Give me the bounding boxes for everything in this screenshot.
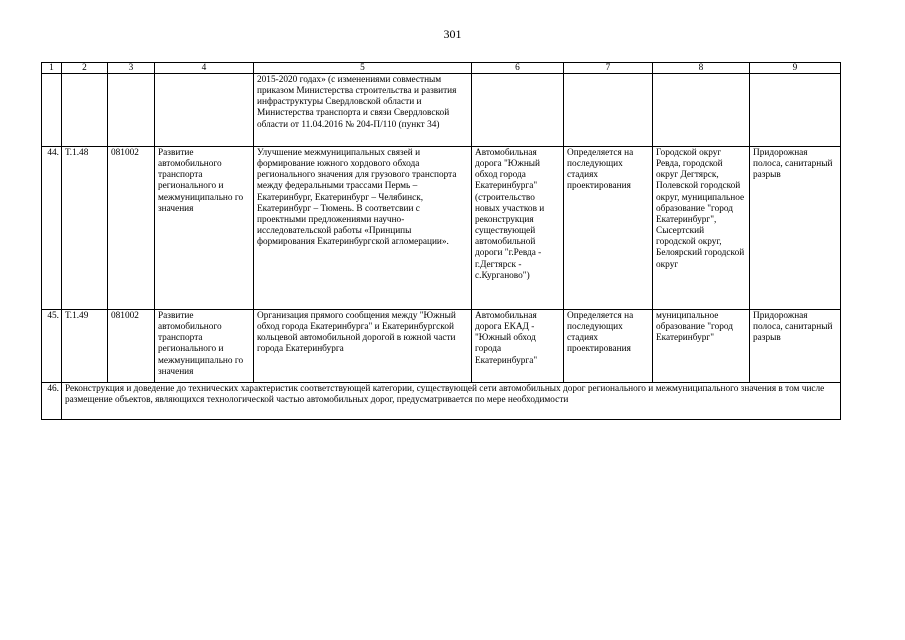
row-description: Организация прямого сообщения между "Южный обход города Екатеринбурга" и Екатеринбургской кольцевой автомобильной дорогой в южной части города Екатеринбурга: [254, 310, 472, 383]
empty-cell: [564, 74, 653, 147]
empty-cell: [750, 74, 841, 147]
row-description: Улучшение межмуниципальных связей и формирование южного хордового обхода регионального значения для грузового транспорта между федеральными трассами Пермь – Екатеринбург, Екатеринбург – Челябинск, Екатеринбург – Тюмень. В соответсвии с проектными предложениями научно-исследовательской работы «Принципы формирования Екатеринбургской агломерации».: [254, 147, 472, 310]
note-text: Реконструкция и доведение до технических характеристик соответствующей категории, существующей сети автомобильных дорог регионального и межмуниципального значения в том числе размещение объектов, являющихся технологической частью автомобильных дорог, предусматривается по мере необходимости: [62, 383, 841, 420]
row-number: 44.: [42, 147, 62, 310]
row-number: 46.: [42, 383, 62, 420]
page-number: 301: [443, 27, 462, 41]
row-purpose: Развитие автомобильного транспорта регионального и межмуниципально го значения: [155, 310, 254, 383]
row-kod: 081002: [108, 147, 155, 310]
continuation-row: [42, 74, 841, 147]
header-cell: 3: [108, 63, 155, 74]
row-stage: Определяется на последующих стадиях проектирования: [564, 147, 653, 310]
row-purpose: Развитие автомобильного транспорта регионального и межмуниципально го значения: [155, 147, 254, 310]
header-cell: 9: [750, 63, 841, 74]
row-zone: Придорожная полоса, санитарный разрыв: [750, 147, 841, 310]
row-number: 45.: [42, 310, 62, 383]
header-cell: 2: [62, 63, 108, 74]
header-cell: 4: [155, 63, 254, 74]
empty-cell: [42, 74, 62, 147]
row-code: Т.1.49: [62, 310, 108, 383]
header-cell: 5: [254, 63, 472, 74]
data-table: [41, 62, 841, 420]
empty-cell: [62, 74, 108, 147]
header-row: [42, 63, 841, 74]
header-cell: 8: [653, 63, 750, 74]
row-code: Т.1.48: [62, 147, 108, 310]
empty-cell: [653, 74, 750, 147]
table-row: [42, 310, 841, 383]
header-cell: 6: [472, 63, 564, 74]
empty-cell: [155, 74, 254, 147]
header-cell: 1: [42, 63, 62, 74]
header-cell: 7: [564, 63, 653, 74]
row-object: Автомобильная дорога "Южный обход города Екатеринбурга" (строительство новых участков и реконструкция существующей автомобильной дороги "г.Ревда - г.Дегтярск - с.Курганово"): [472, 147, 564, 310]
row-kod: 081002: [108, 310, 155, 383]
empty-cell: [472, 74, 564, 147]
row-location: Городской округ Ревда, городской округ Дегтярск, Полевской городской округ, муниципальное образование "город Екатеринбург", Сысертский городской округ, Белоярский городской округ: [653, 147, 750, 310]
note-row: [42, 383, 841, 420]
row-zone: Придорожная полоса, санитарный разрыв: [750, 310, 841, 383]
row-stage: Определяется на последующих стадиях проектирования: [564, 310, 653, 383]
table-row: [42, 147, 841, 310]
row-object: Автомобильная дорога ЕКАД - "Южный обход города Екатеринбурга": [472, 310, 564, 383]
empty-cell: [108, 74, 155, 147]
continuation-text: 2015-2020 годах» (с изменениями совместным приказом Министерства строительства и развития инфраструктуры Свердловской области и Министерства транспорта и связи Свердловской области от 11.04.2016 № 204-П/110 (пункт 34): [254, 74, 472, 147]
row-location: муниципальное образование "город Екатеринбург": [653, 310, 750, 383]
